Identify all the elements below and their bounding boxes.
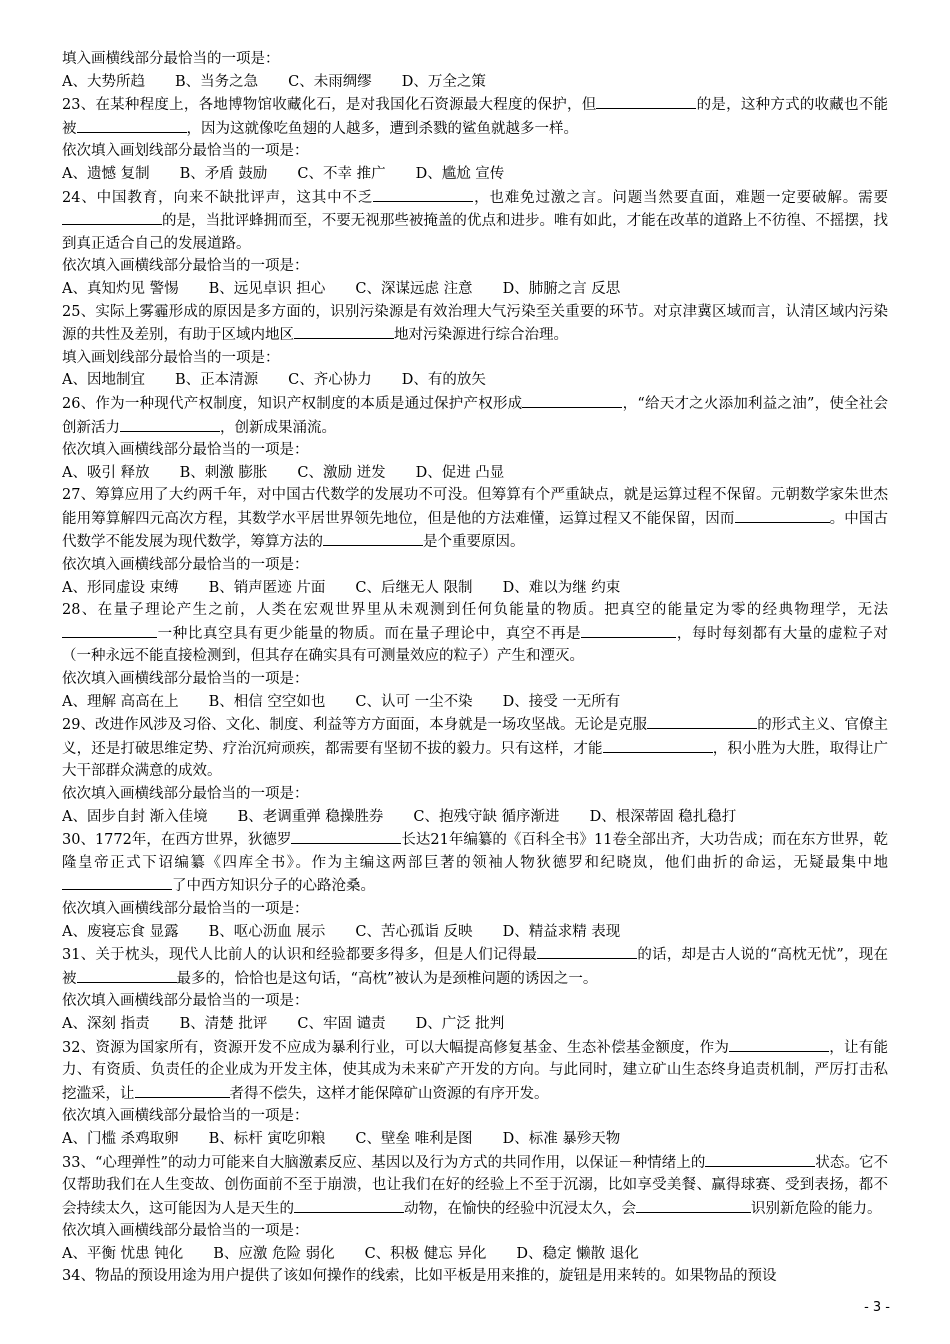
answer-options — [62, 278, 888, 301]
answer-option: C、齐心协力 — [288, 372, 372, 389]
answer-option: C、积极 健忘 异化 — [364, 1245, 487, 1262]
answer-option: C、壁垒 唯利是图 — [355, 1130, 473, 1147]
fill-in-blank — [729, 1036, 829, 1052]
question-text-segment: 30、1772年，在西方世界，狄德罗 — [62, 832, 292, 849]
question-text-segment: 27、筹算应用了大约两千年，对中国古代数学的发展功不可没。但筹算有个严重缺点，就是运算过程不保留。元朝数学家朱世杰能用筹算解四元高次方程，其数学水平居世界领先地位，但是他的方法难懂，运算过程又不能保留，因而 — [62, 487, 888, 527]
answer-option: B、矛盾 鼓励 — [179, 165, 268, 182]
answer-option: A、真知灼见 警惕 — [62, 280, 179, 297]
answer-option: D、标准 暴殄天物 — [502, 1130, 621, 1147]
question-text-segment: 28、在量子理论产生之前，人类在宏观世界里从未观测到任何负能量的物质。把真空的能量定为零的经典物理学，无法 — [62, 602, 888, 619]
fill-in-blank — [77, 117, 187, 133]
answer-option: C、激励 迸发 — [297, 464, 386, 481]
answer-option: A、平衡 忧患 钝化 — [62, 1245, 184, 1262]
answer-options — [62, 691, 888, 714]
fill-in-blank — [135, 1082, 230, 1098]
fill-in-blank — [77, 967, 177, 983]
question-text-segment: 的形式主义、官僚主义，还是打破思维定势、疗治沉疴顽疾，都需要有坚韧不拔的毅力。只有这样，才能 — [62, 717, 889, 757]
fill-in-blank — [537, 943, 637, 959]
question-text-segment: 识别新危险的能力。 — [751, 1200, 882, 1217]
answer-options — [62, 1013, 888, 1036]
question-text — [62, 828, 888, 898]
answer-option: D、万全之策 — [401, 73, 486, 90]
answer-option: B、销声匿迹 片面 — [208, 579, 326, 596]
question-prompt: 依次填入画横线部分最恰当的一项是： — [62, 786, 309, 802]
question-text-segment: 26、作为一种现代产权制度，知识产权制度的本质是通过保护产权形成 — [62, 395, 523, 412]
answer-option: D、促进 凸显 — [415, 464, 505, 481]
question-text-segment: ，创新成果涌流。 — [220, 419, 336, 436]
question-text — [62, 301, 888, 347]
document-page — [62, 48, 888, 1288]
fill-in-blank — [294, 323, 394, 339]
fill-in-blank — [596, 93, 696, 109]
question-text-segment: 地对污染源进行综合治理。 — [394, 327, 568, 344]
answer-option: B、当务之急 — [174, 73, 259, 90]
question-text-segment: ，也难免过激之言。问题当然要直面，难题一定要破解。需要 — [473, 189, 888, 206]
answer-option: C、认可 一尘不染 — [355, 693, 473, 710]
answer-option: C、牢固 谴责 — [297, 1015, 386, 1032]
question-prompt: 依次填入画横线部分最恰当的一项是： — [62, 557, 309, 574]
question-text-segment: 长达21年编纂的《百科全书》11卷全部出齐，大功告成；而在东方世界，乾隆皇帝正式下诏编纂《四库全书》。作为主编这两部巨著的领袖人物狄德罗和纪晓岚，他们曲折的命运，无疑最集中地 — [62, 832, 888, 871]
answer-option: A、吸引 释放 — [62, 464, 150, 481]
answer-options — [62, 1243, 888, 1266]
question-text-segment: 。中国古代数学不能发展为现代数学，筹算方法的 — [62, 510, 888, 551]
question-prompt: 依次填入画横线部分最恰当的一项是： — [62, 258, 309, 275]
question-prompt: 依次填入画横线部分最恰当的一项是： — [62, 671, 309, 688]
question-text-segment: 最多的，恰恰也是这句话，“高枕”被认为是颈椎问题的诱因之一。 — [176, 970, 598, 987]
fill-in-blank — [291, 828, 401, 844]
answer-option: B、应激 危险 弱化 — [213, 1245, 335, 1262]
answer-option: D、难以为继 约束 — [502, 579, 621, 596]
answer-option: C、后继无人 限制 — [355, 579, 473, 596]
question-text-segment: 24、中国教育，向来不缺批评声，这其中不乏 — [62, 189, 374, 206]
question-prompt: 依次填入画横线部分最恰当的一项是： — [62, 900, 309, 917]
answer-option: C、抱残守缺 循序渐进 — [413, 808, 560, 825]
answer-option: B、标杆 寅吃卯粮 — [208, 1130, 326, 1147]
fill-in-blank — [647, 713, 757, 729]
question-text-segment: 是个重要原因。 — [423, 534, 525, 551]
question-text — [62, 713, 888, 783]
question-text-segment: 状态。它不仅帮助我们在人生变故、创伤面前不至于崩溃，也让我们在好的经验上不至于沉溺，比如享受美餐、赢得球赛、受到表扬，都不会持续太久，这可能因为人是天生的 — [62, 1154, 888, 1217]
question-text-segment: ，积小胜为大胜，取得让广大干部群众满意的成效。 — [62, 740, 889, 780]
question-prompt: 填入画划线部分最恰当的一项是： — [62, 349, 280, 366]
answer-option: A、因地制宜 — [62, 372, 145, 389]
answer-option: D、接受 一无所有 — [502, 693, 621, 710]
fill-in-blank — [636, 1197, 751, 1213]
fill-in-blank — [735, 507, 830, 523]
fill-in-blank — [373, 186, 473, 202]
fill-in-blank — [581, 622, 676, 638]
answer-options — [62, 462, 888, 485]
page-number: - 3 - — [864, 1300, 890, 1315]
fill-in-blank — [62, 209, 162, 225]
question-text-segment: 一种比真空具有更少能量的物质。而在量子理论中，真空不再是 — [157, 625, 582, 642]
answer-options — [62, 163, 888, 186]
answer-options — [62, 806, 888, 829]
question-text-segment: ，每时每刻都有大量的虚粒子对（一种永远不能直接检测到，但其存在确实具有可测量效应的粒子）产生和湮灭。 — [62, 625, 889, 665]
answer-option: B、呕心沥血 展示 — [208, 923, 326, 940]
answer-option: D、尴尬 宣传 — [415, 165, 505, 182]
answer-option: D、稳定 懒散 退化 — [516, 1245, 639, 1262]
fill-in-blank — [294, 1197, 404, 1213]
answer-options — [62, 921, 888, 944]
question-text-segment: 25、实际上雾霾形成的原因是多方面的，识别污染源是有效治理大气污染至关重要的环节。对京津冀区域而言，认清区域内污染源的共性及差别，有助于区域内地区 — [62, 303, 888, 344]
answer-option: A、深刻 指责 — [62, 1015, 150, 1032]
question-text — [62, 484, 888, 554]
question-prompt: 依次填入画划线部分最恰当的一项是： — [62, 143, 309, 160]
answer-option: A、门槛 杀鸡取卵 — [62, 1130, 179, 1147]
answer-option: C、深谋远虑 注意 — [355, 280, 473, 297]
answer-options — [62, 577, 888, 600]
answer-option: D、有的放矢 — [401, 372, 486, 389]
answer-options — [62, 71, 888, 94]
question-text-segment: 23、在某种程度上，各地博物馆收藏化石，是对我国化石资源最大程度的保护，但 — [62, 97, 597, 114]
answer-option: D、精益求精 表现 — [502, 923, 621, 940]
question-prompt: 填入画横线部分最恰当的一项是： — [62, 51, 280, 67]
fill-in-blank — [323, 530, 423, 546]
question-text — [62, 599, 888, 668]
question-text — [62, 93, 888, 140]
question-text-segment: 33、“心理弹性”的动力可能来自大脑激素反应、基因以及行为方式的共同作用，以保证－种情绪上的 — [62, 1154, 706, 1171]
question-text-segment: 的话，却是古人说的“高枕无忧”，现在被 — [62, 947, 889, 987]
answer-option: B、刺激 膨胀 — [179, 464, 268, 481]
answer-option: B、老调重弹 稳操胜券 — [237, 808, 384, 825]
question-text-segment: 31、关于枕头，现代人比前人的认识和经验都要多得多，但是人们记得最 — [62, 947, 538, 964]
answer-options — [62, 369, 888, 392]
fill-in-blank — [62, 622, 157, 638]
question-text — [62, 392, 888, 439]
question-text-segment: ，因为这就像吃鱼翅的人越多，遭到杀戮的鲨鱼就越多一样。 — [186, 120, 578, 137]
fill-in-blank — [62, 874, 172, 890]
answer-option: B、正本清源 — [174, 372, 259, 389]
question-text-segment: 的是，这种方式的收藏也不能被 — [62, 97, 889, 137]
question-text — [62, 1265, 888, 1288]
question-text-segment: 32、资源为国家所有，资源开发不应成为暴利行业，可以大幅提高修复基金、生态补偿基金额度，作为 — [62, 1039, 730, 1056]
question-text-segment: ，“给天才之火添加利益之油”，使全社会创新活力 — [62, 395, 888, 436]
fill-in-blank — [522, 392, 622, 408]
answer-option: D、肺腑之言 反思 — [502, 280, 621, 297]
question-text-segment: 34、物品的预设用途为用户提供了该如何操作的线索，比如平板是用来推的，旋钮是用来转的。如果物品的预设 — [62, 1268, 777, 1285]
answer-options — [62, 1128, 888, 1151]
answer-option: B、相信 空空如也 — [208, 693, 326, 710]
answer-option: C、未雨绸缪 — [288, 73, 372, 90]
question-text — [62, 186, 888, 256]
answer-option: A、废寝忘食 显露 — [62, 923, 179, 940]
answer-option: A、大势所趋 — [62, 73, 145, 90]
answer-option: C、不幸 推广 — [297, 165, 386, 182]
question-text-segment: ，让有能力、有资质、负责任的企业成为开发主体，使其成为未来矿产开发的方向。与此同时，建立矿山生态终身追责机制，严厉打击私挖滥采，让 — [62, 1039, 889, 1102]
question-text-segment: 的是，当批评蜂拥而至，不要无视那些被掩盖的优点和进步。唯有如此，才能在改革的道路上不彷徨、不摇摆，找到真正适合自己的发展道路。 — [62, 213, 888, 252]
answer-option: C、苦心孤诣 反映 — [355, 923, 473, 940]
question-text-segment: 29、改进作风涉及习俗、文化、制度、利益等方方面面，本身就是一场攻坚战。无论是克服 — [62, 717, 648, 734]
question-text — [62, 1151, 888, 1221]
answer-option: A、形同虚设 束缚 — [62, 579, 179, 596]
answer-option: B、远见卓识 担心 — [208, 280, 326, 297]
question-text — [62, 943, 888, 990]
fill-in-blank — [120, 416, 220, 432]
answer-option: D、广泛 批判 — [415, 1015, 505, 1032]
question-text-segment: 者得不偿失，这样才能保障矿山资源的有序开发。 — [229, 1085, 549, 1102]
question-prompt: 依次填入画横线部分最恰当的一项是： — [62, 993, 309, 1010]
question-prompt: 依次填入画横线部分最恰当的一项是： — [62, 442, 309, 459]
answer-option: B、清楚 批评 — [179, 1015, 268, 1032]
answer-option: A、理解 高高在上 — [62, 693, 179, 710]
question-prompt: 依次填入画横线部分最恰当的一项是： — [62, 1223, 309, 1240]
question-text — [62, 1036, 888, 1106]
question-text-segment: 了中西方知识分子的心路沧桑。 — [172, 878, 375, 895]
answer-option: D、根深蒂固 稳扎稳打 — [589, 808, 737, 825]
question-prompt: 依次填入画横线部分最恰当的一项是： — [62, 1108, 309, 1125]
answer-option: A、遗憾 复制 — [62, 165, 150, 182]
fill-in-blank — [705, 1151, 815, 1167]
fill-in-blank — [603, 737, 713, 753]
answer-option: A、固步自封 渐入佳境 — [62, 808, 208, 825]
question-text-segment: 动物，在愉快的经验中沉浸太久，会 — [404, 1200, 636, 1217]
